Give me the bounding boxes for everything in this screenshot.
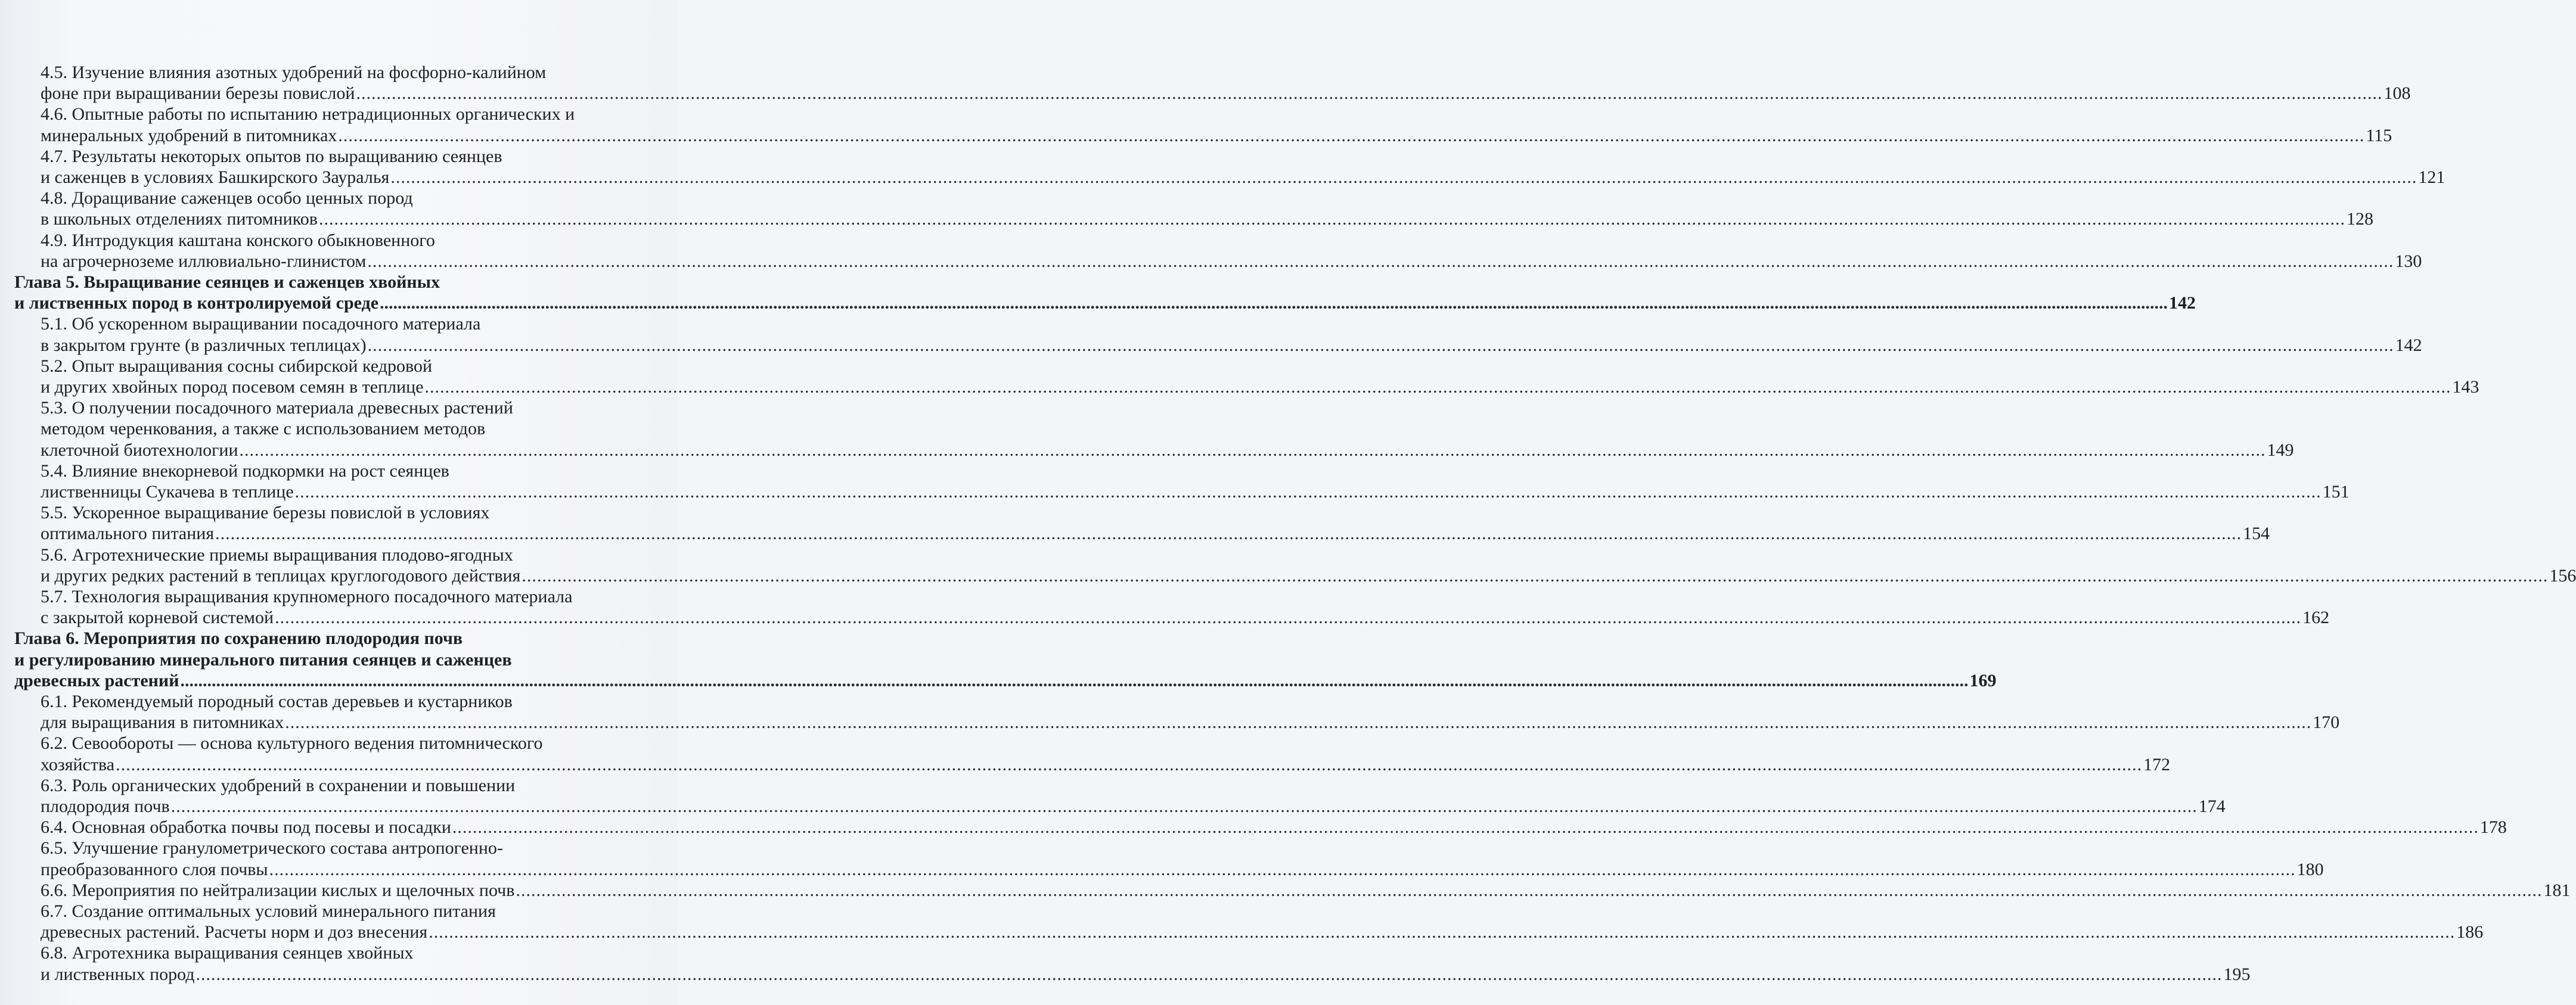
toc-leader-dots: ................................................................................................................................................................................................................................................................................................................................................................................................................ (452, 817, 2479, 838)
toc-entry-text: 5.5. Ускоренное выращивание березы повислой в условиях (41, 503, 490, 523)
toc-entry-text: 5.3. О получении посадочного материала древесных растений (41, 398, 513, 418)
toc-entry-text: Глава 5. Выращивание сеянцев и саженцев хвойных (14, 272, 440, 292)
toc-leader-dots: ................................................................................................................................................................................................................................................................................................................................................................................................................ (294, 482, 2321, 502)
toc-entry-text: минеральных удобрений в питомниках (41, 125, 337, 145)
toc-leader-dots: ................................................................................................................................................................................................................................................................................................................................................................................................................ (215, 524, 2242, 544)
toc-entry-text: и саженцев в условиях Башкирского Зауралья (41, 167, 390, 187)
toc-entry-text: и других редких растений в теплицах круглогодового действия (41, 565, 521, 586)
toc-entry-text: 6.1. Рекомендуемый породный состав деревьев и кустарников (41, 692, 513, 711)
toc-page-number: 178 (2479, 817, 2507, 838)
toc-entry-text: 6.4. Основная обработка почвы под посевы и посадки (41, 817, 451, 838)
toc-entry-text: 6.3. Роль органических удобрений в сохранении и повышении (41, 775, 516, 795)
toc-page-number: 130 (2395, 251, 2422, 271)
toc-leader-dots: ................................................................................................................................................................................................................................................................................................................................................................................................................ (522, 565, 2549, 586)
toc-page-number: 151 (2322, 482, 2350, 502)
toc-entry-text: 4.6. Опытные работы по испытанию нетрадиционных органических и (41, 104, 575, 125)
toc-entry-text: 5.2. Опыт выращивания сосны сибирской кедровой (41, 356, 432, 376)
toc-entry-text: оптимального питания (41, 524, 215, 544)
toc-leader-dots: ................................................................................................................................................................................................................................................................................................................................................................................................................ (424, 377, 2451, 397)
toc-page-number: 181 (2543, 880, 2571, 900)
toc-entry-text: древесных растений (14, 670, 179, 690)
toc-entry-text: для выращивания в питомниках (41, 712, 284, 733)
toc-leader-dots: ................................................................................................................................................................................................................................................................................................................................................................................................................ (338, 125, 2365, 145)
toc-entry-text: 6.6. Мероприятия по нейтрализации кислых и щелочных почв (41, 880, 515, 900)
toc-entry-text: Глава 6. Мероприятия по сохранению плодородия почв (14, 628, 463, 649)
toc-leader-dots: ................................................................................................................................................................................................................................................................................................................................................................................................................ (318, 209, 2345, 229)
toc-page-number: 143 (2452, 377, 2479, 397)
toc-page-number: 180 (2296, 859, 2324, 879)
toc-entry-text: 4.9. Интродукция каштана конского обыкновенного (41, 230, 435, 250)
toc-entry-text: в закрытом грунте (в различных теплицах) (41, 335, 367, 355)
toc-leader-dots: ................................................................................................................................................................................................................................................................................................................................................................................................................ (275, 608, 2302, 628)
toc-page-number: 170 (2313, 712, 2340, 733)
toc-leader-dots: ................................................................................................................................................................................................................................................................................................................................................................................................................ (180, 670, 1969, 690)
toc-entry-text: 5.6. Агротехнические приемы выращивания плодово-ягодных (41, 544, 513, 565)
toc-page-number: 186 (2456, 922, 2484, 942)
toc-page-number: 172 (2143, 754, 2171, 774)
toc-page-number: 162 (2302, 608, 2330, 628)
toc-page-number: 121 (2418, 167, 2445, 187)
toc-page-number: 128 (2346, 209, 2373, 229)
toc-page-number: 156 (2549, 565, 2576, 586)
toc-entry-text: 4.7. Результаты некоторых опытов по выращиванию сеянцев (41, 146, 502, 166)
toc-entry-text: с закрытой корневой системой (41, 608, 274, 628)
toc-entry-text: древесных растений. Расчеты норм и доз внесения (41, 922, 428, 942)
toc-leader-dots: ................................................................................................................................................................................................................................................................................................................................................................................................................ (116, 754, 2143, 774)
toc-entry-text: лиственницы Сукачева в теплице (41, 482, 294, 502)
toc-leader-dots: ................................................................................................................................................................................................................................................................................................................................................................................................................ (170, 796, 2198, 816)
toc-leader-dots: ................................................................................................................................................................................................................................................................................................................................................................................................................ (367, 335, 2394, 355)
toc-page-number: 108 (2383, 83, 2411, 104)
toc-entry-text: и лиственных пород (41, 964, 195, 984)
toc-entry-text: и других хвойных пород посевом семян в теплице (41, 377, 424, 397)
toc-entry-text: и лиственных пород в контролируемой среде (14, 293, 379, 313)
toc-page-number: 154 (2243, 524, 2270, 544)
toc-page-number: 115 (2366, 125, 2392, 145)
toc-leader-dots: ................................................................................................................................................................................................................................................................................................................................................................................................................ (269, 859, 2296, 879)
toc-leader-dots: ................................................................................................................................................................................................................................................................................................................................................................................................................ (356, 83, 2383, 104)
toc-entry-text: 6.8. Агротехника выращивания сеянцев хвойных (41, 943, 414, 963)
toc-leader-dots: ................................................................................................................................................................................................................................................................................................................................................................................................................ (380, 293, 2168, 313)
toc-leader-dots: ................................................................................................................................................................................................................................................................................................................................................................................................................ (367, 251, 2394, 271)
toc-leader-dots: ................................................................................................................................................................................................................................................................................................................................................................................................................ (390, 167, 2417, 187)
toc-entry-text: 6.7. Создание оптимальных условий минерального питания (41, 901, 496, 921)
toc-entry-text: на агрочерноземе иллювиально-глинистом (41, 251, 367, 271)
toc-entry-text: 5.1. Об ускоренном выращивании посадочного материала (41, 314, 481, 334)
toc-entry-text: преобразованного слоя почвы (41, 859, 268, 879)
toc-leader-dots: ................................................................................................................................................................................................................................................................................................................................................................................................................ (239, 440, 2266, 460)
toc-page-number: 149 (2267, 440, 2294, 460)
toc-leader-dots: ................................................................................................................................................................................................................................................................................................................................................................................................................ (429, 922, 2456, 942)
toc-page-number: 142 (2395, 335, 2422, 355)
toc-page-number: 142 (2169, 293, 2196, 313)
toc-section-line (41, 962, 2251, 988)
toc-entry-text: 6.2. Севообороты — основа культурного ведения питомнического (41, 733, 543, 754)
toc-page-number: 169 (1969, 670, 1997, 690)
toc-entry-text: хозяйства (41, 754, 115, 774)
toc-leader-dots: ................................................................................................................................................................................................................................................................................................................................................................................................................ (195, 964, 2223, 984)
toc-entry-text: 5.7. Технология выращивания крупномерного посадочного материала (41, 587, 573, 606)
toc-leader-dots: ................................................................................................................................................................................................................................................................................................................................................................................................................ (285, 712, 2312, 733)
toc-entry-text: и регулированию минерального питания сеянцев и саженцев (14, 649, 512, 670)
toc-leader-dots: ................................................................................................................................................................................................................................................................................................................................................................................................................ (516, 880, 2543, 900)
toc-entry-text: 4.8. Доращивание саженцев особо ценных пород (41, 188, 413, 209)
toc-page-number: 195 (2223, 964, 2251, 984)
toc-entry-text: в школьных отделениях питомников (41, 209, 318, 229)
toc-entry-text: 4.5. Изучение влияния азотных удобрений на фосфорно-калийном (41, 63, 547, 82)
toc-entry-text: 6.5. Улучшение гранулометрического состава антропогенно- (41, 838, 503, 858)
toc-entry-text: методом черенкования, а также с использованием методов (41, 419, 486, 439)
toc-entry-text: клеточной биотехнологии (41, 440, 238, 460)
toc-entry-text: 5.4. Влияние внекорневой подкормки на рост сеянцев (41, 461, 449, 481)
toc-page-number: 174 (2198, 796, 2226, 816)
toc-entry-text: фоне при выращивании березы повислой (41, 83, 355, 104)
toc-entry-text: плодородия почв (41, 796, 170, 816)
